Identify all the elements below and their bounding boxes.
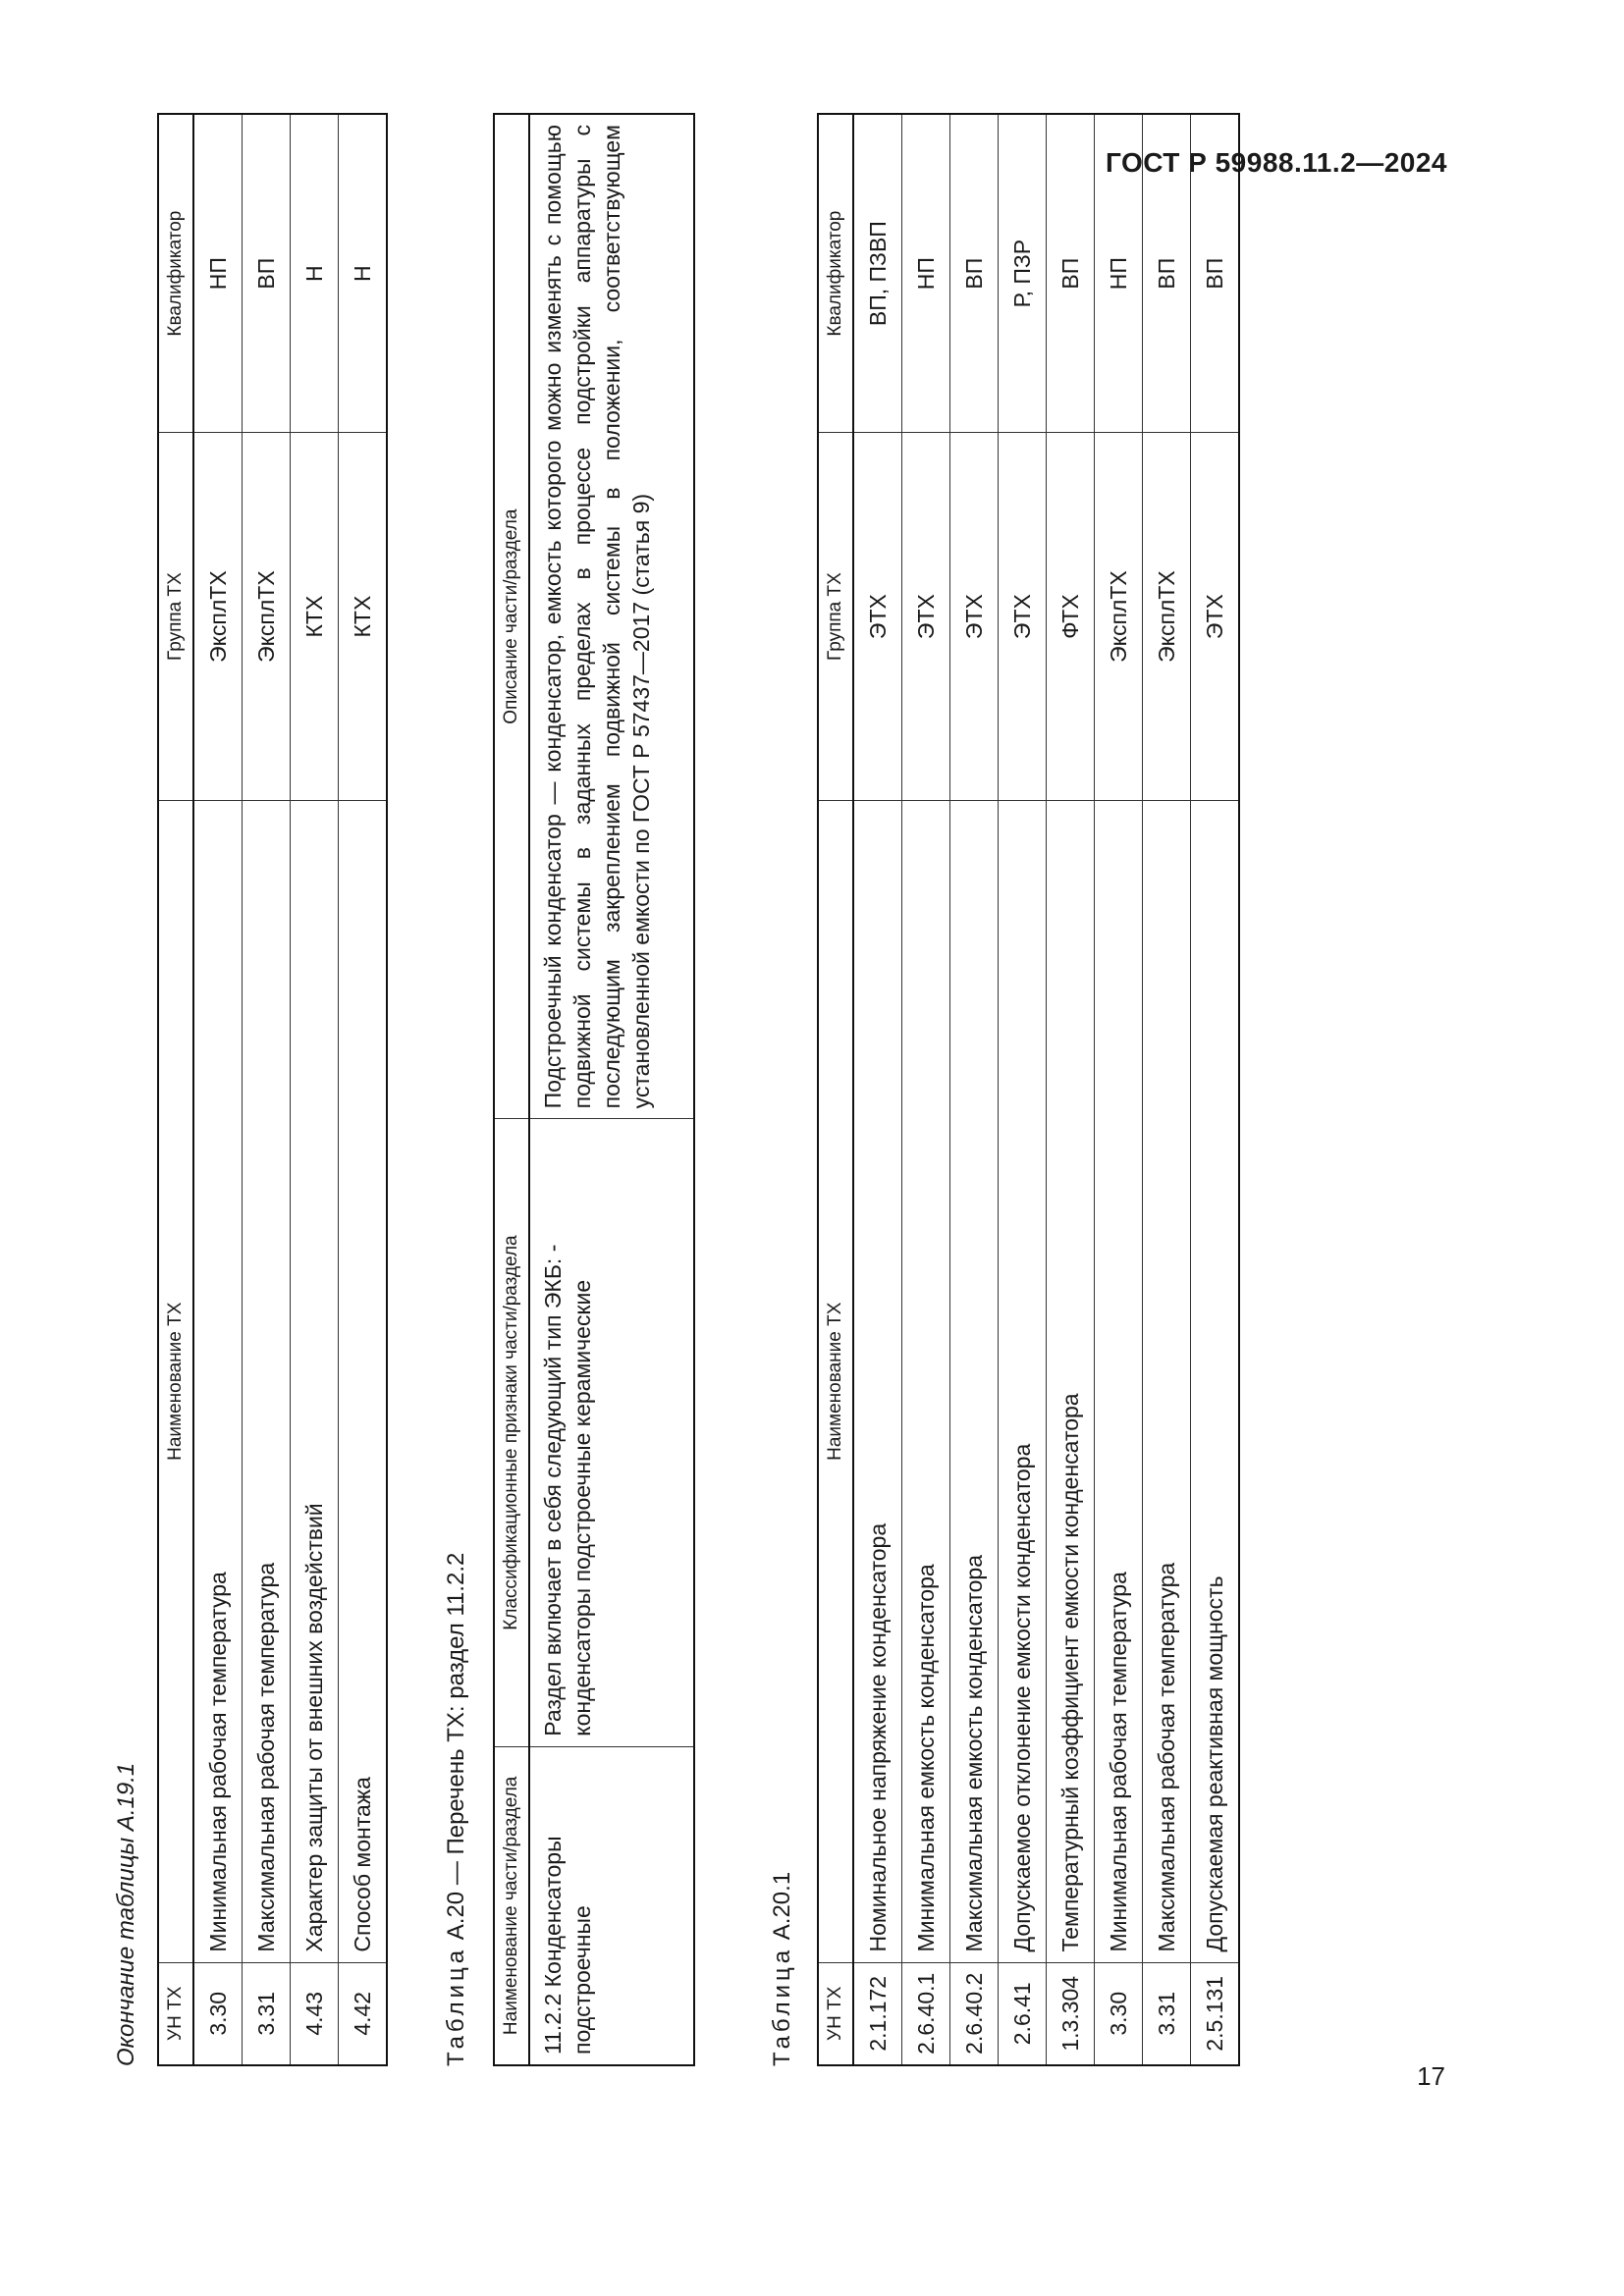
- cell-section-name: 11.2.2 Конденсаторы подстроечные: [529, 1746, 694, 2065]
- cell-group: ФТХ: [1047, 433, 1095, 801]
- cell-qualifier: ВП: [1143, 114, 1191, 433]
- cell-name: Максимальная рабочая температура: [1143, 800, 1191, 1962]
- cell-code: 2.6.40.1: [902, 1962, 950, 2065]
- cell-name: Способ монтажа: [339, 800, 388, 1962]
- cell-group: ЭксплТХ: [1095, 433, 1143, 801]
- table-row: [902, 114, 950, 2065]
- table-row: [291, 114, 339, 2065]
- cell-name: Допускаемая реактивная мощность: [1191, 800, 1240, 1962]
- column-header: Квалификатор: [158, 114, 193, 433]
- table-a201-caption: [769, 1872, 796, 2066]
- column-header: Описание части/раздела: [494, 114, 529, 1119]
- column-header: Группа ТХ: [158, 433, 193, 801]
- column-header: Наименование ТХ: [818, 800, 853, 1962]
- table-a19: [157, 113, 388, 2066]
- cell-name: Минимальная емкость конденсатора: [902, 800, 950, 1962]
- table-row: [339, 114, 388, 2065]
- rotated-page-content: [113, 113, 1286, 2066]
- cell-name: Максимальная рабочая температура: [243, 800, 291, 1962]
- cell-code: 2.6.40.2: [950, 1962, 999, 2065]
- cell-qualifier: ВП: [950, 114, 999, 433]
- cell-name: Номинальное напряжение конденсатора: [853, 800, 902, 1962]
- cell-group: ЭксплТХ: [1143, 433, 1191, 801]
- cell-code: 2.5.131: [1191, 1962, 1240, 2065]
- cell-qualifier: НП: [1095, 114, 1143, 433]
- cell-code: 3.31: [243, 1962, 291, 2065]
- cell-code: 4.42: [339, 1962, 388, 2065]
- cell-code: 4.43: [291, 1962, 339, 2065]
- table-a20: [493, 113, 695, 2066]
- cell-code: 2.1.172: [853, 1962, 902, 2065]
- cell-group: ЭТХ: [853, 433, 902, 801]
- cell-group: ЭТХ: [999, 433, 1047, 801]
- caption-text: А.20 — Перечень ТХ: раздел 11.2.2: [443, 1552, 469, 1941]
- cell-qualifier: ВП, ПЗВП: [853, 114, 902, 433]
- column-header: УН ТХ: [818, 1962, 853, 2065]
- caption-prefix: Таблица: [769, 1946, 795, 2066]
- column-header: Наименование части/раздела: [494, 1746, 529, 2065]
- column-header: Группа ТХ: [818, 433, 853, 801]
- table-row: [193, 114, 243, 2065]
- table-a20-caption: [443, 1553, 470, 2066]
- cell-features: Раздел включает в себя следующий тип ЭКБ: - конденсаторы подстроечные керамические: [529, 1119, 694, 1746]
- table-row: [999, 114, 1047, 2065]
- column-header: Классификационные признаки части/раздела: [494, 1119, 529, 1746]
- cell-qualifier: Р, ПЗР: [999, 114, 1047, 433]
- table-row: [529, 114, 694, 2065]
- cell-qualifier: ВП: [1191, 114, 1240, 433]
- cell-group: ЭксплТХ: [193, 433, 243, 801]
- table-a19-caption: Окончание таблицы А.19.1: [113, 1762, 139, 2066]
- cell-description: Подстроечный конденсатор — конденсатор, емкость которого можно изменять с помощью подвижной системы в заданных пределах в процессе подстройки аппаратуры с последующим закреплением подвижной системы в положении, соответствующем установленной емкости по ГОСТ Р 57437—2017 (статья 9): [529, 114, 694, 1119]
- cell-qualifier: НП: [193, 114, 243, 433]
- cell-code: 3.30: [1095, 1962, 1143, 2065]
- table-row: [853, 114, 902, 2065]
- cell-group: ЭТХ: [902, 433, 950, 801]
- cell-group: ЭТХ: [950, 433, 999, 801]
- cell-code: 2.6.41: [999, 1962, 1047, 2065]
- cell-qualifier: ВП: [1047, 114, 1095, 433]
- table-row: [243, 114, 291, 2065]
- cell-code: 3.30: [193, 1962, 243, 2065]
- table-row: [1047, 114, 1095, 2065]
- cell-group: КТХ: [339, 433, 388, 801]
- cell-group: ЭТХ: [1191, 433, 1240, 801]
- table-row: [1095, 114, 1143, 2065]
- document-header: ГОСТ Р 59988.11.2—2024: [1105, 147, 1447, 178]
- table-row: [1191, 114, 1240, 2065]
- column-header: Наименование ТХ: [158, 800, 193, 1962]
- cell-name: Максимальная емкость конденсатора: [950, 800, 999, 1962]
- cell-name: Температурный коэффициент емкости конденсатора: [1047, 800, 1095, 1962]
- table-a20-1: [817, 113, 1240, 2066]
- cell-name: Характер защиты от внешних воздействий: [291, 800, 339, 1962]
- cell-name: Минимальная рабочая температура: [193, 800, 243, 1962]
- cell-name: Допускаемое отклонение емкости конденсатора: [999, 800, 1047, 1962]
- cell-qualifier: Н: [339, 114, 388, 433]
- table-row: [1143, 114, 1191, 2065]
- caption-text: А.20.1: [769, 1871, 795, 1941]
- cell-group: ЭксплТХ: [243, 433, 291, 801]
- cell-group: КТХ: [291, 433, 339, 801]
- column-header: Квалификатор: [818, 114, 853, 433]
- table-row: [950, 114, 999, 2065]
- cell-qualifier: ВП: [243, 114, 291, 433]
- page-number: 17: [1417, 2061, 1445, 2091]
- caption-prefix: Таблица: [443, 1946, 469, 2066]
- cell-code: 1.3.304: [1047, 1962, 1095, 2065]
- cell-code: 3.31: [1143, 1962, 1191, 2065]
- cell-qualifier: НП: [902, 114, 950, 433]
- cell-qualifier: Н: [291, 114, 339, 433]
- column-header: УН ТХ: [158, 1962, 193, 2065]
- cell-name: Минимальная рабочая температура: [1095, 800, 1143, 1962]
